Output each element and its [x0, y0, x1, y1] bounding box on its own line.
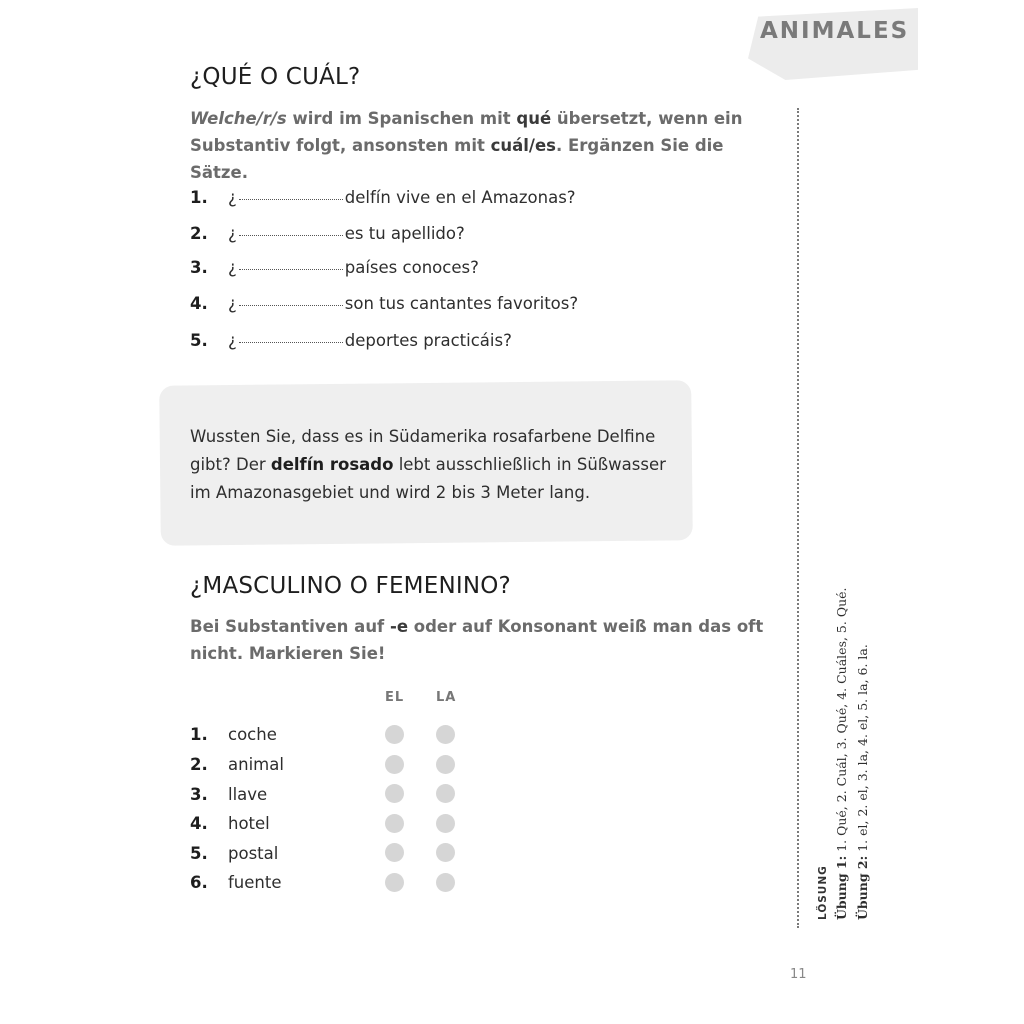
exercise1-item [190, 294, 578, 320]
instr-text: Bei Substantiven auf [190, 617, 390, 636]
info-text-part: lebt ausschließlich in Süßwasser [393, 455, 666, 474]
radio-el[interactable] [385, 843, 404, 862]
section1-instr-line2 [190, 132, 780, 186]
radio-el[interactable] [385, 755, 404, 774]
sentence-text: deportes practicáis? [344, 331, 512, 350]
item-number: 1. [190, 724, 208, 744]
blank-field[interactable] [239, 235, 343, 236]
sentence-text: son tus cantantes favoritos? [344, 294, 579, 313]
noun-word: llave [228, 784, 268, 804]
section2-instr-line1 [190, 613, 780, 640]
radio-la[interactable] [436, 814, 455, 833]
solution-label: Übung 1: [834, 855, 849, 920]
radio-el[interactable] [385, 873, 404, 892]
info-line [190, 451, 690, 479]
exercise1-item [190, 331, 512, 357]
exercise2-item [190, 722, 277, 746]
solution-label: Übung 2: [855, 855, 870, 920]
item-number: 2. [190, 224, 208, 243]
instr-keyword-e: -e [389, 617, 409, 636]
item-number: 3. [190, 258, 208, 277]
item-number: 4. [190, 294, 208, 313]
exercise2-item [190, 782, 267, 806]
exercise1-item [190, 224, 465, 250]
sentence-text: países conoces? [344, 258, 479, 277]
exercise1-item [190, 258, 479, 284]
item-number: 3. [190, 784, 208, 804]
item-number: 1. [190, 188, 208, 207]
exercise2-item [190, 870, 282, 894]
instr-emphasis: Welche/r/s [190, 109, 287, 128]
instr-keyword-que: qué [516, 109, 552, 128]
info-line: im Amazonasgebiet und wird 2 bis 3 Meter lang. [190, 483, 591, 502]
sentence-text: delfín vive en el Amazonas? [344, 188, 576, 207]
exercise2-item [190, 841, 278, 865]
info-line: Wussten Sie, dass es in Südamerika rosafarbene Delfine [190, 427, 656, 446]
section1-instr-line1 [190, 105, 780, 132]
info-text-part: gibt? Der [190, 455, 271, 474]
page-number: 11 [790, 967, 807, 982]
item-number: 5. [190, 331, 208, 350]
margin-divider [797, 108, 799, 928]
exercise1-item [190, 188, 576, 214]
section1-title: ¿QUÉ O CUÁL? [190, 64, 361, 90]
solution-text: 1. Qué, 2. Cuál, 3. Qué, 4. Cuáles, 5. Qué. [834, 587, 849, 856]
instr-text: oder auf Konsonant weiß man das oft [408, 617, 764, 636]
info-highlight: delfín rosado [270, 455, 394, 474]
blank-field[interactable] [239, 342, 343, 343]
blank-field[interactable] [239, 199, 343, 200]
radio-el[interactable] [385, 784, 404, 803]
section2-title: ¿MASCULINO O FEMENINO? [190, 573, 511, 599]
question-mark-open: ¿ [228, 258, 237, 277]
solution-text: 1. el, 2. el, 3. la, 4. el, 5. la, 6. la. [855, 644, 870, 856]
radio-la[interactable] [436, 755, 455, 774]
section1-instructions [190, 105, 780, 186]
item-number: 2. [190, 754, 208, 774]
column-header-la: LA [436, 690, 457, 705]
blank-field[interactable] [239, 305, 343, 306]
instr-text: . Ergänzen Sie die Sätze. [190, 136, 724, 182]
blank-field[interactable] [239, 269, 343, 270]
question-mark-open: ¿ [228, 294, 237, 313]
section2-instructions [190, 613, 780, 667]
radio-la[interactable] [436, 843, 455, 862]
item-number: 4. [190, 813, 208, 833]
info-text [190, 423, 690, 507]
radio-la[interactable] [436, 784, 455, 803]
exercise2-item [190, 752, 284, 776]
instr-text: wird im Spanischen mit [286, 109, 517, 128]
section2-instr-line2: nicht. Markieren Sie! [190, 644, 386, 663]
exercise2-item [190, 811, 270, 835]
solution-block [815, 520, 873, 920]
radio-la[interactable] [436, 725, 455, 744]
instr-text: übersetzt, wenn ein [551, 109, 743, 128]
solution-line-2 [852, 520, 873, 920]
chapter-label: ANIMALES [760, 18, 910, 44]
noun-word: hotel [228, 813, 270, 833]
noun-word: coche [228, 724, 277, 744]
solution-line-1 [831, 520, 852, 920]
column-header-el: EL [385, 690, 405, 705]
radio-la[interactable] [436, 873, 455, 892]
item-number: 6. [190, 872, 208, 892]
noun-word: fuente [228, 872, 282, 892]
sentence-text: es tu apellido? [344, 224, 465, 243]
item-number: 5. [190, 843, 208, 863]
instr-keyword-cual: cuál/es [490, 136, 556, 155]
question-mark-open: ¿ [228, 331, 237, 350]
radio-el[interactable] [385, 814, 404, 833]
question-mark-open: ¿ [228, 224, 237, 243]
solution-heading: LÖSUNG [817, 865, 829, 920]
noun-word: animal [228, 754, 284, 774]
noun-word: postal [228, 843, 279, 863]
question-mark-open: ¿ [228, 188, 237, 207]
radio-el[interactable] [385, 725, 404, 744]
instr-text: Substantiv folgt, ansonsten mit [190, 136, 491, 155]
